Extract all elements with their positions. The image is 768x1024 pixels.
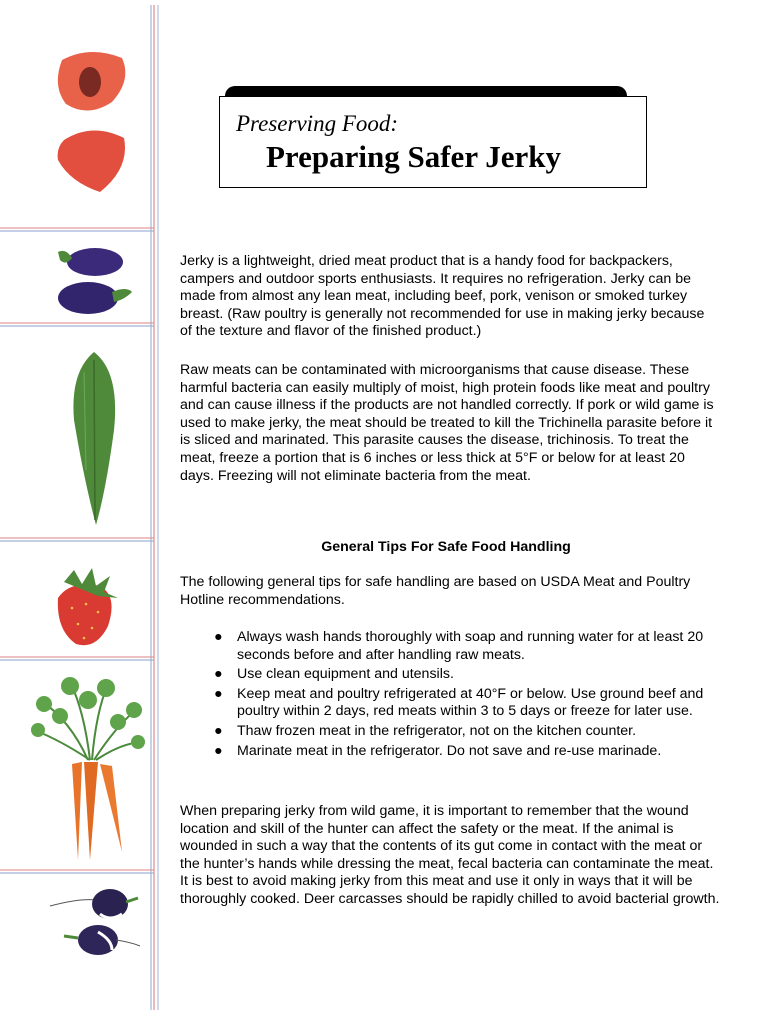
- section-heading: General Tips For Safe Food Handling: [321, 539, 571, 555]
- page-title: Preparing Safer Jerky: [266, 139, 562, 174]
- title-subtitle: Preserving Food:: [236, 111, 399, 136]
- tips-list: [180, 629, 720, 762]
- list-item-text: Use clean equipment and utensils.: [237, 666, 454, 683]
- sidebar-illustration: [0, 0, 170, 1024]
- title-block: [219, 86, 651, 192]
- list-item-text: Always wash hands thoroughly with soap and running water for at least 20 seconds before and after handling raw meats.: [237, 629, 704, 663]
- list-item: [180, 666, 720, 684]
- list-item-text: Keep meat and poultry refrigerated at 40°F or below. Use ground beef and poultry within 2 days, red meats within 3 to 5 days or freeze for later use.: [237, 685, 704, 720]
- paragraph-contamination: Raw meats can be contaminated with microorganisms that cause disease. These harmful bacteria can easily multiply of moist, high protein foods like meat and poultry and can cause illness if the products are not handled correctly. If pork or wild game is used to make jerky, the meat should be treated to kill the Trichinella parasite before it is sliced and marinated. This parasite causes the disease, trichinosis. To treat the meat, freeze a portion that is 6 inches or less thick at 5°F or below for at least 20 days. Freezing will not eliminate bacteria from the meat.: [180, 362, 714, 484]
- paragraph-wild-game: When preparing jerky from wild game, it is important to remember that the wound location and skill of the hunter can affect the safety or the meat. If the animal is wounded in such a way that the contents of its gut come in contact with the meat or the hunter’s hands while dressing the meat, fecal bacteria can contaminate the meat. It is best to avoid making jerky from this meat and use it only in ways that it will be thoroughly cooked. Deer carcasses should be rapidly chilled to avoid bacterial growth.: [180, 803, 720, 907]
- carrot-icon: [31, 677, 145, 860]
- bullet-icon: ●: [214, 629, 223, 645]
- list-item: [180, 723, 720, 741]
- strawberry-icon: [58, 568, 118, 645]
- bullet-icon: ●: [214, 722, 223, 739]
- bullet-icon: ●: [214, 742, 223, 759]
- title-box: [219, 96, 647, 188]
- turnip-icon: [50, 889, 140, 955]
- bullet-icon: ●: [214, 685, 223, 702]
- list-item: [180, 629, 720, 664]
- eggplant-icon: [58, 248, 132, 314]
- list-item: [180, 743, 720, 761]
- paragraph-intro: Jerky is a lightweight, dried meat product that is a handy food for backpackers, campers and outdoor sports enthusiasts. It requires no refrigeration. Jerky can be made from almost any lean meat, including beef, pork, venison or smoked turkey breast. (Raw poultry is generally not recommended for use in making jerky because of the texture and flavor of the finished product.): [180, 253, 705, 340]
- list-item-text: Thaw frozen meat in the refrigerator, not on the kitchen counter.: [237, 722, 637, 739]
- decorative-sidebar: [0, 0, 170, 1024]
- peach-icon: [58, 52, 126, 192]
- paragraph-tips-intro: The following general tips for safe handling are based on USDA Meat and Poultry Hotline recommendations.: [180, 574, 691, 608]
- list-item-text: Marinate meat in the refrigerator. Do not save and re-use marinade.: [237, 742, 662, 759]
- okra-icon: [73, 352, 115, 525]
- bullet-icon: ●: [214, 666, 223, 683]
- list-item: [180, 686, 720, 721]
